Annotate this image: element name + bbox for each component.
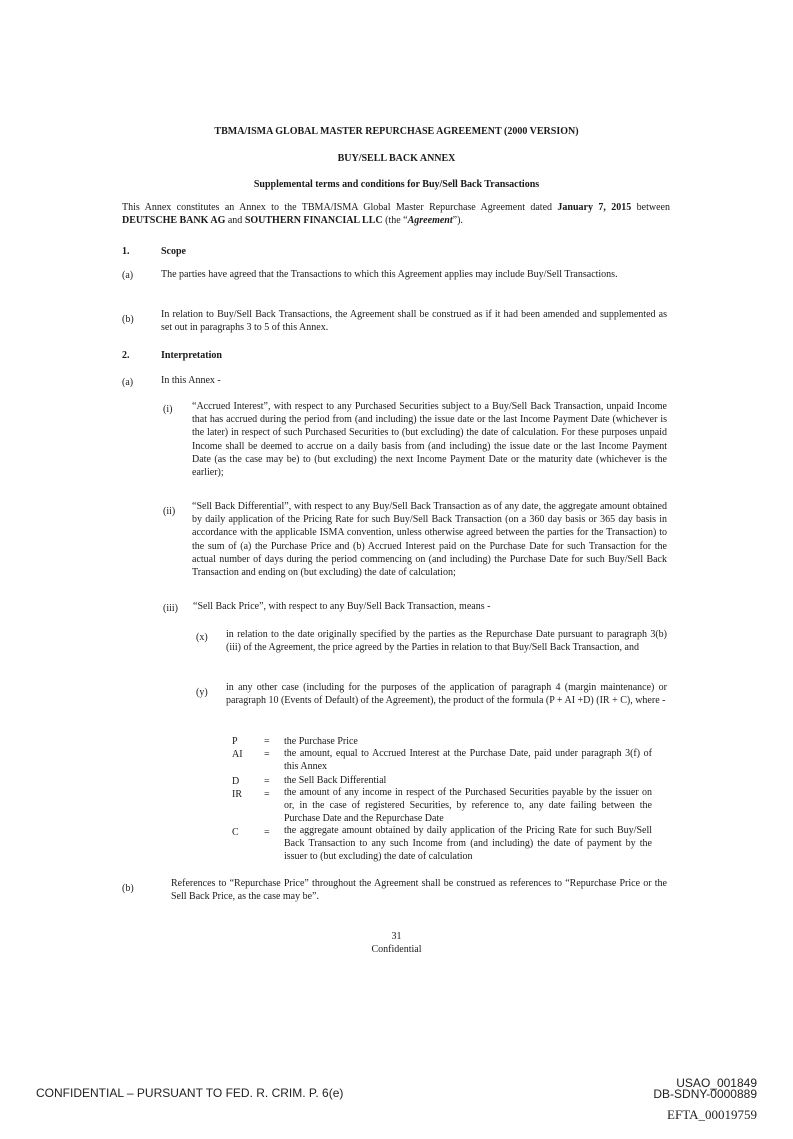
def-income-amount: the amount of any income in respect of the Purchased Securities payable by the issuer on or, in the case of registered Securities, by reference to, any date failing between the Purchase Date and the Repurchase Date: [284, 787, 652, 825]
def-equals: =: [264, 736, 270, 747]
intro-paragraph: This Annex constitutes an Annex to the TBMA/ISMA Global Master Repurchase Agreement dated January 7, 2015 between DEUTSCHE BANK AG and SOUTHERN FINANCIAL LLC (the “Agreement”).: [122, 202, 670, 227]
section-2-heading: Interpretation: [161, 350, 222, 361]
annex-title: BUY/SELL BACK ANNEX: [337, 153, 456, 164]
section-2a-label: (a): [122, 377, 134, 388]
def-purchase-price: the Purchase Price: [284, 736, 358, 747]
definition-iii-label: (iii): [163, 603, 178, 614]
section-1b-text: In relation to Buy/Sell Back Transactions, the Agreement shall be construed as if it had been amended and supplemented as set out in paragraphs 3 to 5 of this Annex.: [161, 309, 667, 334]
efta-stamp: EFTA_00019759: [667, 1107, 757, 1122]
party-southern-financial: SOUTHERN FINANCIAL LLC: [244, 215, 383, 227]
agreement-title: TBMA/ISMA GLOBAL MASTER REPURCHASE AGREEMENT (2000 VERSION): [214, 126, 579, 137]
def-symbol: P: [232, 736, 238, 747]
annex-subtitle: Supplemental terms and conditions for Buy/Sell Back Transactions: [253, 179, 540, 190]
def-sell-back-differential: the Sell Back Differential: [284, 775, 387, 786]
def-symbol: D: [232, 776, 240, 787]
page-number: 31: [391, 931, 402, 942]
grand-jury-legend: CONFIDENTIAL – PURSUANT TO FED. R. CRIM. P. 6(e): [36, 1086, 344, 1100]
section-1-heading: Scope: [161, 246, 186, 257]
agreement-defined-term: Agreement: [407, 215, 453, 227]
clause-y-label: (y): [196, 687, 208, 698]
section-2b-label: (b): [122, 883, 134, 894]
db-bates-stamp: DB-SDNY-0000889: [653, 1087, 757, 1101]
confidential-label: Confidential: [371, 944, 422, 955]
clause-x-text: in relation to the date originally specified by the parties as the Repurchase Date pursuant to paragraph 3(b)(iii) of the Agreement, the price agreed by the Parties in relation to that Buy/Sell Back Transaction, and: [226, 629, 667, 654]
def-accrued-interest-amount: the amount, equal to Accrued Interest at the Purchase Date, paid under paragraph 3(f) of this Annex: [284, 748, 652, 773]
party-deutsche-bank: DEUTSCHE BANK AG: [122, 215, 226, 227]
section-1a-text: The parties have agreed that the Transactions to which this Agreement applies may include Buy/Sell Transactions.: [161, 269, 618, 280]
clause-y-text: in any other case (including for the purposes of the application of paragraph 4 (margin maintenance) or paragraph 10 (Events of Default) of the Agreement), the product of the formula (P + AI +D) (IR + C), where -: [226, 682, 667, 707]
def-aggregate-amount: the aggregate amount obtained by daily application of the Pricing Rate for such Buy/Sell Back Transaction to any such Income from (and including) the date of payment by the issuer to (but excluding) the date of calculation: [284, 825, 652, 863]
definition-ii-label: (ii): [163, 506, 176, 517]
def-equals: =: [264, 776, 270, 787]
definition-i-label: (i): [163, 404, 173, 415]
definition-sell-back-price: “Sell Back Price”, with respect to any Buy/Sell Back Transaction, means -: [193, 601, 491, 612]
usao-bates-stamp: USAO_001849: [676, 1076, 757, 1090]
clause-x-label: (x): [196, 632, 208, 643]
def-equals: =: [264, 789, 270, 800]
section-1-number: 1.: [122, 246, 130, 257]
section-2a-text: In this Annex -: [161, 375, 221, 386]
def-symbol: AI: [232, 749, 243, 760]
section-1b-label: (b): [122, 314, 134, 325]
agreement-date: January 7, 2015: [557, 202, 632, 213]
definition-sell-back-differential: “Sell Back Differential”, with respect to any Buy/Sell Back Transaction as of any date, the aggregate amount obtained by daily application of the Pricing Rate for such Buy/Sell Back Transaction (on a 360 day basis or 365 day basis in accordance with the applicable ISMA convention, unless otherwise agreed between the parties for the Transaction) to the sum of (a) the Purchase Price and (b) Accrued Interest paid on the Purchase Date for such Transaction for the actual number of days during the period commencing on (and including) the Purchase Date for such Buy/Sell Back Transaction and ending on (but excluding) the date of calculation;: [192, 501, 667, 579]
section-1a-label: (a): [122, 270, 134, 281]
section-2-number: 2.: [122, 350, 130, 361]
def-equals: =: [264, 827, 270, 838]
section-2b-text: References to “Repurchase Price” throughout the Agreement shall be construed as references to “Repurchase Price or the Sell Back Price, as the case may be”.: [171, 878, 667, 903]
def-symbol: C: [232, 827, 239, 838]
def-symbol: IR: [232, 789, 242, 800]
def-equals: =: [264, 749, 270, 760]
definition-accrued-interest: “Accrued Interest”, with respect to any Purchased Securities subject to a Buy/Sell Back Transaction, unpaid Income that has accrued during the period from (and including) the issue date or the last Income Payment Date (whichever is the later) in respect of such Purchased Securities to (but excluding) the date of calculation. For these purposes unpaid Income shall be deemed to accrue on a daily basis from (and including) the issue date or the last Income Payment Date (as the case may be) to (but excluding) the next Income Payment Date or the maturity date (whichever is the earlier);: [192, 401, 667, 479]
